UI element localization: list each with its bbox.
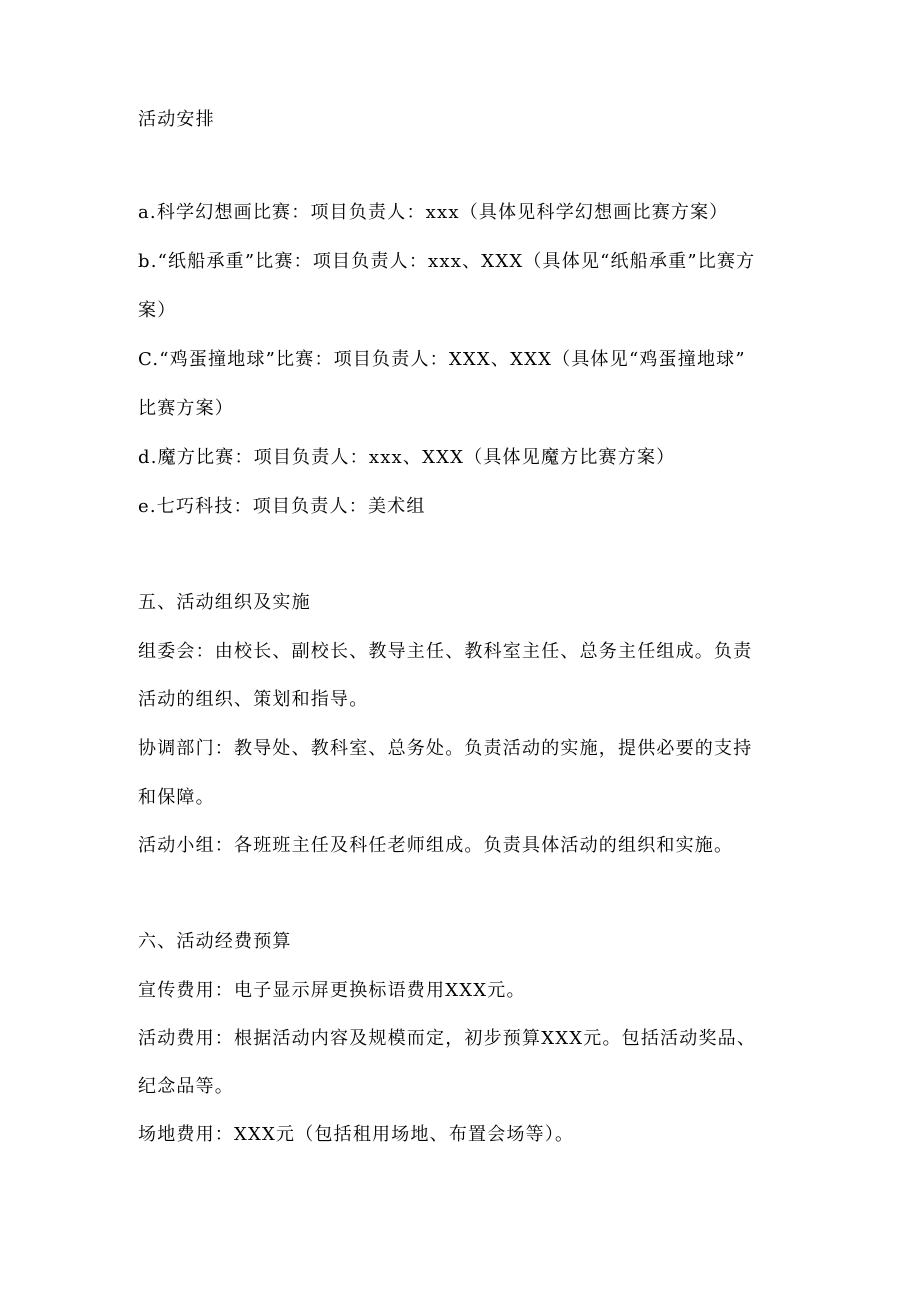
activity-item-a: a.科学幻想画比赛：项目负责人：xxx（具体见科学幻想画比赛方案） <box>138 202 729 223</box>
activity-item-e: e.七巧科技：项目负责人：美术组 <box>138 496 426 517</box>
activity-group-paragraph: 活动小组：各班班主任及科任老师组成。负责具体活动的组织和实施。 <box>138 835 734 856</box>
activity-item-b: b.“纸船承重”比赛：项目负责人：xxx、XXX（具体见“纸船承重”比赛方 <box>138 251 756 272</box>
committee-paragraph: 组委会：由校长、副校长、教导主任、教科室主任、总务主任组成。负责 <box>138 641 753 662</box>
activity-item-c: C.“鸡蛋撞地球”比赛：项目负责人：XXX、XXX（具体见“鸡蛋撞地球” <box>138 349 746 370</box>
activity-cost-cont: 纪念品等。 <box>138 1076 234 1097</box>
section-five-heading: 五、活动组织及实施 <box>138 592 311 613</box>
section-six-heading: 六、活动经费预算 <box>138 931 292 952</box>
coordination-paragraph: 协调部门：教导处、教科室、总务处。负责活动的实施，提供必要的支持 <box>138 738 753 759</box>
activity-heading: 活动安排 <box>138 109 215 130</box>
activity-item-b-cont: 案） <box>138 300 177 321</box>
activity-cost: 活动费用：根据活动内容及规模而定，初步预算XXX元。包括活动奖品、 <box>138 1028 757 1049</box>
venue-cost: 场地费用：XXX元（包括租用场地、布置会场等）。 <box>138 1124 575 1145</box>
coordination-paragraph-cont: 和保障。 <box>138 787 215 808</box>
activity-item-d: d.魔方比赛：项目负责人：xxx、XXX（具体见魔方比赛方案） <box>138 447 676 468</box>
activity-item-c-cont: 比赛方案） <box>138 398 234 419</box>
committee-paragraph-cont: 活动的组织、策划和指导。 <box>138 689 369 710</box>
publicity-cost: 宣传费用：电子显示屏更换标语费用XXX元。 <box>138 980 526 1001</box>
